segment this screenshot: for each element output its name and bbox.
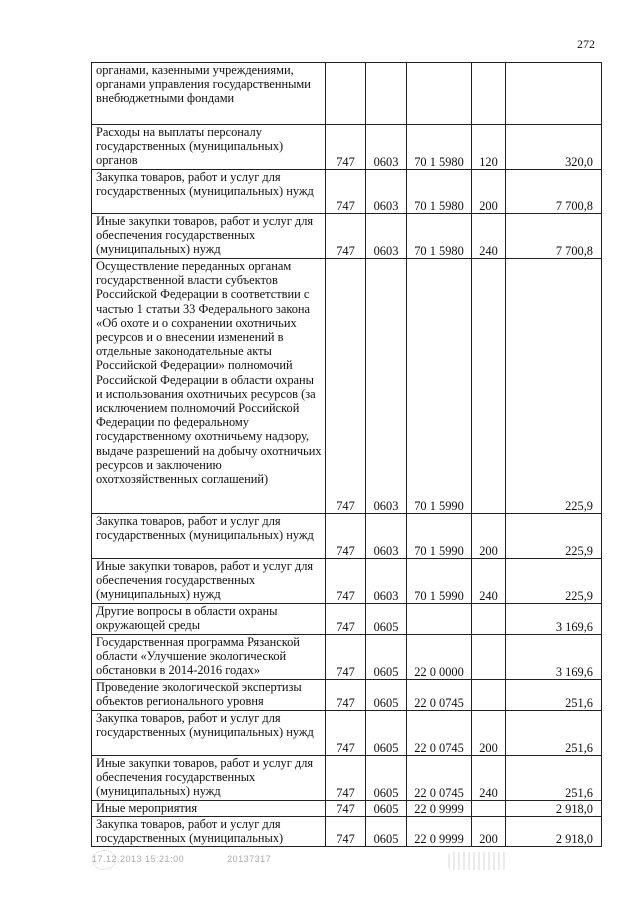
cell-sum: 2 918,0	[506, 801, 602, 817]
cell-name: Государственная программа Рязанской области «Улучшение экологической обстановки в 2014-2016 годах»	[92, 635, 326, 680]
cell-rz: 0603	[366, 514, 407, 559]
cell-vr: 240	[472, 214, 506, 259]
cell-name: Закупка товаров, работ и услуг для государственных (муниципальных)	[92, 817, 326, 847]
page-number: 272	[577, 37, 595, 51]
cell-name: Закупка товаров, работ и услуг для государственных (муниципальных) нужд	[92, 170, 326, 214]
cell-csr: 22 0 9999	[407, 801, 472, 817]
table-row	[92, 559, 602, 604]
table-row	[92, 680, 602, 711]
cell-name: Проведение экологической экспертизы объектов регионального уровня	[92, 680, 326, 711]
cell-name: Иные закупки товаров, работ и услуг для обеспечения государственных (муниципальных) нужд	[92, 756, 326, 801]
cell-name: Другие вопросы в области охраны окружающей среды	[92, 604, 326, 635]
cell-rz: 0603	[366, 170, 407, 214]
table-row	[92, 259, 602, 514]
table-row	[92, 817, 602, 847]
cell-rz: 0605	[366, 756, 407, 801]
cell-vr	[472, 604, 506, 635]
cell-ved: 747	[326, 514, 366, 559]
cell-vr	[472, 801, 506, 817]
cell-csr	[407, 63, 472, 125]
budget-table	[91, 62, 602, 847]
cell-vr: 200	[472, 514, 506, 559]
cell-vr: 200	[472, 817, 506, 847]
table-row	[92, 63, 602, 125]
cell-ved: 747	[326, 604, 366, 635]
cell-name: Закупка товаров, работ и услуг для государственных (муниципальных) нужд	[92, 711, 326, 756]
cell-csr: 70 1 5980	[407, 125, 472, 170]
footer-timestamp: 17.12.2013 15:21:00	[92, 854, 185, 864]
cell-rz: 0605	[366, 817, 407, 847]
cell-ved: 747	[326, 125, 366, 170]
cell-vr	[472, 680, 506, 711]
cell-name: органами, казенными учреждениями, органами управления государственными внебюджетными фондами	[92, 63, 326, 125]
cell-sum: 3 169,6	[506, 635, 602, 680]
cell-rz	[366, 63, 407, 125]
cell-ved: 747	[326, 635, 366, 680]
cell-csr: 70 1 5980	[407, 170, 472, 214]
cell-ved: 747	[326, 756, 366, 801]
cell-rz: 0605	[366, 635, 407, 680]
cell-sum: 225,9	[506, 259, 602, 514]
cell-ved: 747	[326, 680, 366, 711]
table-row	[92, 214, 602, 259]
cell-sum: 2 918,0	[506, 817, 602, 847]
scanner-stamp	[448, 852, 508, 870]
cell-vr: 240	[472, 559, 506, 604]
cell-sum: 251,6	[506, 756, 602, 801]
cell-csr: 22 0 0000	[407, 635, 472, 680]
cell-sum: 251,6	[506, 680, 602, 711]
table-row	[92, 711, 602, 756]
cell-sum: 7 700,8	[506, 170, 602, 214]
cell-csr: 70 1 5990	[407, 559, 472, 604]
cell-csr: 22 0 0745	[407, 680, 472, 711]
cell-csr: 22 0 0745	[407, 711, 472, 756]
cell-vr: 120	[472, 125, 506, 170]
cell-sum: 225,9	[506, 559, 602, 604]
cell-ved: 747	[326, 817, 366, 847]
cell-vr	[472, 259, 506, 514]
cell-rz: 0605	[366, 604, 407, 635]
cell-csr: 70 1 5990	[407, 514, 472, 559]
cell-vr: 200	[472, 170, 506, 214]
cell-ved: 747	[326, 170, 366, 214]
cell-vr	[472, 635, 506, 680]
cell-csr	[407, 604, 472, 635]
table-row	[92, 604, 602, 635]
cell-rz: 0605	[366, 680, 407, 711]
cell-name: Расходы на выплаты персоналу государственных (муниципальных) органов	[92, 125, 326, 170]
cell-csr: 22 0 0745	[407, 756, 472, 801]
cell-ved: 747	[326, 214, 366, 259]
table-row	[92, 514, 602, 559]
cell-sum: 225,9	[506, 514, 602, 559]
cell-rz: 0603	[366, 259, 407, 514]
cell-rz: 0603	[366, 214, 407, 259]
cell-sum: 7 700,8	[506, 214, 602, 259]
cell-rz: 0605	[366, 801, 407, 817]
cell-rz: 0605	[366, 711, 407, 756]
cell-vr	[472, 63, 506, 125]
cell-rz: 0603	[366, 125, 407, 170]
cell-ved: 747	[326, 259, 366, 514]
cell-ved: 747	[326, 559, 366, 604]
footer	[92, 854, 311, 864]
cell-rz: 0603	[366, 559, 407, 604]
cell-ved: 747	[326, 801, 366, 817]
table-row	[92, 756, 602, 801]
cell-ved	[326, 63, 366, 125]
cell-ved: 747	[326, 711, 366, 756]
cell-csr: 70 1 5980	[407, 214, 472, 259]
cell-name: Закупка товаров, работ и услуг для государственных (муниципальных) нужд	[92, 514, 326, 559]
cell-sum	[506, 63, 602, 125]
cell-csr: 22 0 9999	[407, 817, 472, 847]
cell-name: Иные закупки товаров, работ и услуг для обеспечения государственных (муниципальных) нужд	[92, 559, 326, 604]
cell-sum: 3 169,6	[506, 604, 602, 635]
cell-vr: 240	[472, 756, 506, 801]
cell-name: Иные мероприятия	[92, 801, 326, 817]
table-row	[92, 125, 602, 170]
table-row	[92, 170, 602, 214]
footer-doc-id: 20137317	[227, 854, 272, 864]
cell-sum: 320,0	[506, 125, 602, 170]
table-row	[92, 801, 602, 817]
cell-sum: 251,6	[506, 711, 602, 756]
table-body	[92, 63, 602, 847]
cell-name: Иные закупки товаров, работ и услуг для обеспечения государственных (муниципальных) нужд	[92, 214, 326, 259]
cell-csr: 70 1 5990	[407, 259, 472, 514]
table-row	[92, 635, 602, 680]
cell-name: Осуществление переданных органам государственной власти субъектов Российской Федерации в соответствии с частью 1 статьи 33 Федерального закона «Об охоте и о сохранении охотничьих ресурсов и о внесении изменений в отдельные законодательные акты Российской Федерации» полномочий Российской Федерации в области охраны и использования охотничьих ресурсов (за исключением полномочий Российской Федерации по федеральному государственному охотничьему надзору, выдаче разрешений на добычу охотничьих ресурсов и заключению охотхозяйственных соглашений)	[92, 259, 326, 514]
cell-vr: 200	[472, 711, 506, 756]
